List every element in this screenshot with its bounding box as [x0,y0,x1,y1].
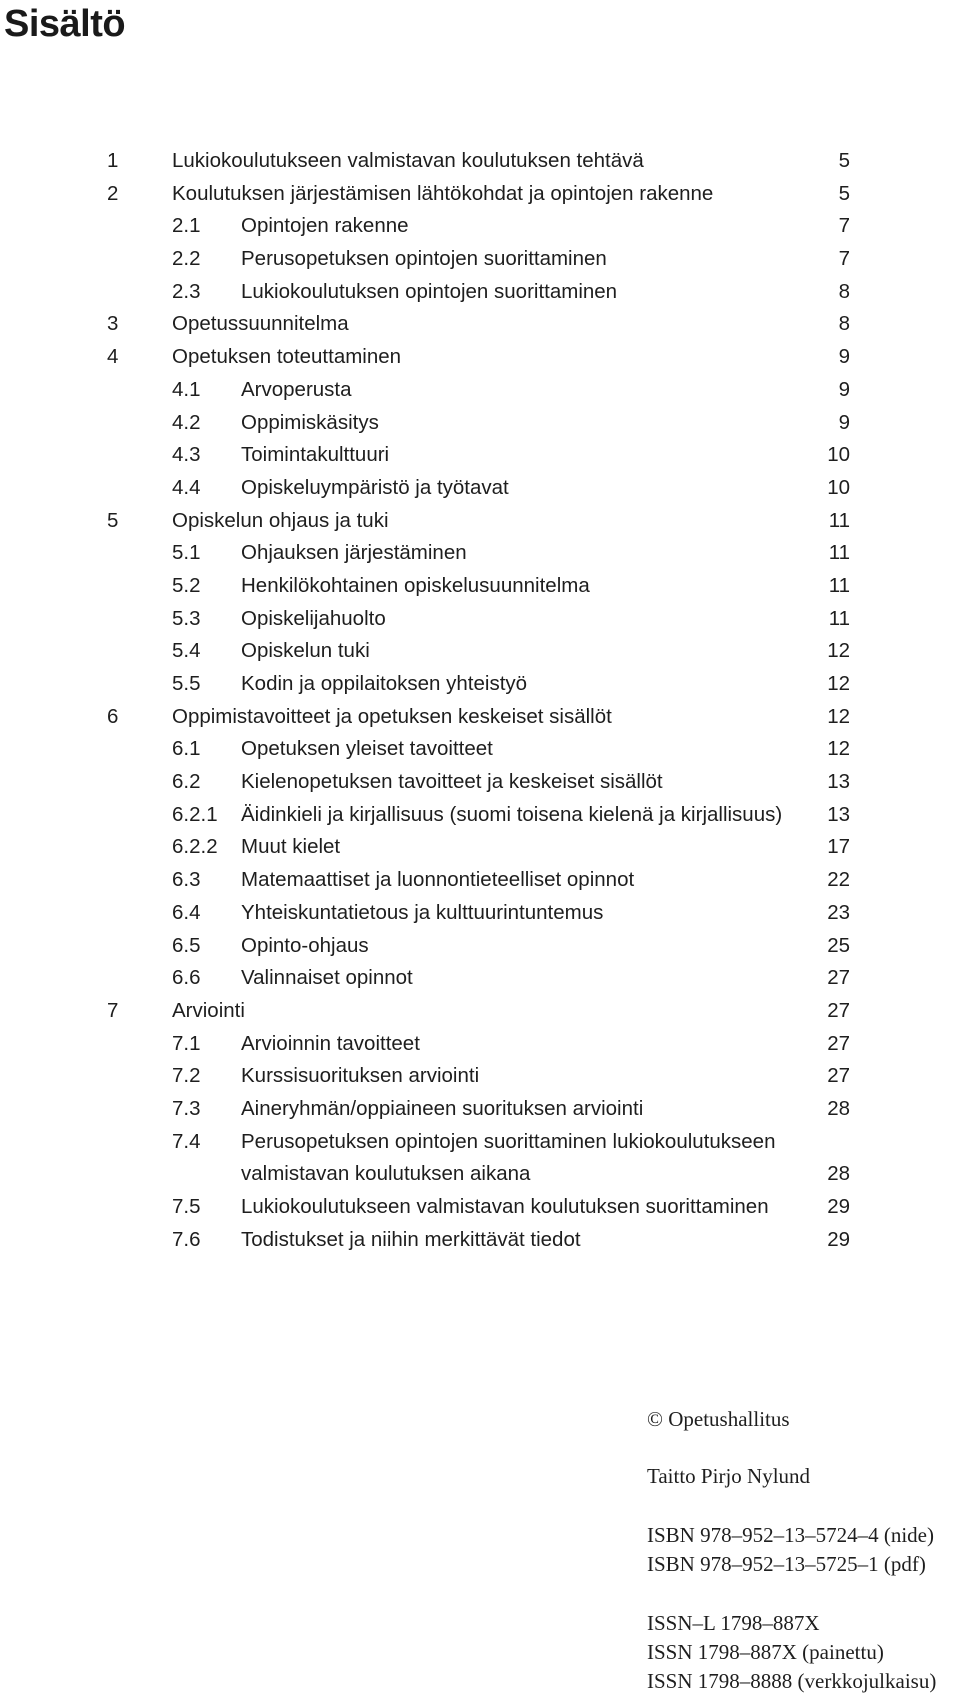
toc-entry[interactable] [0,897,960,930]
toc-entry-title-text: Opiskelun ohjaus ja tuki [172,508,389,532]
toc-entry-page: 12 [827,737,850,761]
toc-entry-title [172,995,772,1028]
toc-entry[interactable] [0,831,960,864]
toc-entry-title [241,897,811,930]
toc-entry-title-text: Koulutuksen järjestämisen lähtökohdat ja opintojen rakenne [172,181,714,205]
toc-entry-title-text: Opiskeluympäristö ja työtavat [241,475,509,499]
copyright-line: © Opetushallitus [647,1407,790,1431]
toc-entry[interactable] [0,1224,960,1257]
toc-entry-title-text: Opiskelijahuolto [241,606,386,630]
issn-print: ISSN 1798–887X (painettu) [647,1640,884,1664]
toc-entry-number: 7 [107,998,119,1022]
toc-entry-page: 5 [838,149,850,172]
toc-entry[interactable] [0,243,960,276]
toc-entry-number: 3 [107,312,119,336]
toc-entry[interactable] [0,407,960,440]
toc-entry-number: 6.3 [172,868,201,892]
toc-entry-page: 28 [827,1096,850,1120]
isbn-print: ISBN 978–952–13–5724–4 (nide) [647,1523,934,1547]
toc-entry[interactable] [0,570,960,603]
toc-entry-title-text: Aineryhmän/oppiaineen suorituksen arviointi [241,1096,644,1120]
toc-entry-title-text: Kodin ja oppilaitoksen yhteistyö [241,672,528,695]
isbn-pdf: ISBN 978–952–13–5725–1 (pdf) [647,1552,926,1576]
toc-entry-title-text: Perusopetuksen opintojen suorittaminen [241,247,607,271]
toc-entry-title [172,308,772,341]
toc-entry[interactable] [0,1126,960,1191]
issn-l: ISSN–L 1798–887X [647,1611,820,1635]
toc-entry[interactable] [0,178,960,211]
toc-entry-page: 11 [828,606,850,630]
toc-entry-page: 13 [827,802,850,826]
toc-entry-title [241,243,811,276]
toc-entry-title-text: Perusopetuksen opintojen suorittaminen lukiokoulutukseen [241,1129,776,1153]
toc-entry-number: 7.6 [172,1227,201,1251]
toc-entry-title-text: Lukiokoulutukseen valmistavan koulutuksen suorittaminen [241,1195,769,1219]
toc-entry-title-text: Matemaattiset ja luonnontieteelliset opinnot [241,868,635,892]
toc-entry-number: 6.2 [172,770,201,794]
toc-entry-title-text: Opetussuunnitelma [172,312,349,336]
toc-entry-page: 10 [827,475,850,499]
issn-online: ISSN 1798–8888 (verkkojulkaisu) [647,1669,937,1693]
toc-entry[interactable] [0,930,960,963]
toc-entry[interactable] [0,864,960,897]
toc-entry-title-text: Opintojen rakenne [241,214,409,238]
toc-entry-page: 27 [827,1064,850,1088]
toc-entry-number: 6.4 [172,900,201,924]
toc-entry[interactable] [0,439,960,472]
toc-entry-title-text: Arviointi [172,998,245,1022]
toc-entry-title [241,831,811,864]
toc-entry-page: 29 [827,1195,850,1219]
toc-entry-page: 27 [827,966,850,990]
toc-entry-page: 8 [838,279,850,303]
toc-entry-number: 5.2 [172,573,201,597]
layout-credit: Taitto Pirjo Nylund [647,1464,811,1488]
toc-entry-number: 4 [107,345,119,369]
toc-entry-title-text: Oppimistavoitteet ja opetuksen keskeiset sisällöt [172,704,612,728]
toc-entry-title [241,537,811,570]
toc-entry-number: 2.1 [172,214,201,238]
toc-entry-title [241,472,811,505]
toc-entry[interactable] [0,603,960,636]
toc-entry-title-text: Opetuksen toteuttaminen [172,345,402,369]
toc-entry-page: 9 [838,377,850,401]
toc-entry-title [241,635,811,668]
toc-entry-page: 10 [827,443,850,467]
toc-entry-title [241,1224,811,1257]
toc-entry-title [241,407,811,440]
toc-entry-title [241,733,811,766]
toc-entry[interactable] [0,1028,960,1061]
toc-entry-title [172,178,772,211]
toc-entry-title [172,701,772,734]
toc-entry[interactable] [0,374,960,407]
toc-entry-title [241,439,811,472]
toc-entry-title [172,341,772,374]
toc-entry-number: 4.4 [172,475,201,499]
toc-entry-title-text: Yhteiskuntatietous ja kulttuurintuntemus [241,900,604,924]
toc-entry-title-text: Kurssisuorituksen arviointi [241,1064,480,1088]
toc-entry-number: 1 [107,149,119,172]
toc-entry-page: 27 [827,998,850,1022]
toc-entry[interactable] [0,701,960,734]
toc-entry-page: 13 [827,770,850,794]
toc-entry-page: 29 [827,1227,850,1251]
toc-entry-page: 12 [827,672,850,695]
toc-entry[interactable] [0,145,960,178]
toc-entry-page: 12 [827,639,850,663]
toc-entry-number: 4.2 [172,410,201,434]
toc-entry-number: 5.5 [172,672,201,695]
toc-entry-title-text: Toimintakulttuuri [241,443,390,467]
toc-entry-page: 22 [827,868,850,892]
toc-entry[interactable] [0,733,960,766]
toc-entry[interactable] [0,308,960,341]
toc-entry[interactable] [0,1191,960,1224]
toc-entry-title [172,505,772,538]
toc-entry-title-text: Muut kielet [241,835,341,859]
toc-entry-title-text: Arvioinnin tavoitteet [241,1031,420,1055]
toc-entry-page: 17 [827,835,850,859]
toc-entry-number: 7.5 [172,1195,201,1219]
toc-entry[interactable] [0,276,960,309]
toc-entry-title-text: Ohjauksen järjestäminen [241,541,467,565]
toc-entry-number: 6 [107,704,119,728]
toc-entry-page: 9 [838,345,850,369]
toc-entry-title [241,603,811,636]
toc-entry-title-text: Oppimiskäsitys [241,410,379,434]
toc-entry-title-text: Opiskelun tuki [241,639,370,663]
toc-entry-number: 4.3 [172,443,201,467]
toc-entry[interactable] [0,341,960,374]
toc-entry[interactable] [0,668,960,701]
toc-entry-title-text: Lukiokoulutuksen opintojen suorittaminen [241,279,618,303]
toc-entry-page: 28 [827,1162,850,1186]
toc-entry-title [241,962,811,995]
toc-entry-number: 6.2.2 [172,835,218,859]
toc-entry-number: 6.5 [172,933,201,957]
toc-entry[interactable] [0,766,960,799]
toc-entry-number: 4.1 [172,377,201,401]
toc-entry-title [172,145,772,178]
toc-entry-page: 27 [827,1031,850,1055]
toc-entry-number: 5.4 [172,639,201,663]
toc-entry[interactable] [0,962,960,995]
toc-entry-page: 11 [828,541,850,565]
toc-entry-title [241,210,811,243]
toc-entry[interactable] [0,537,960,570]
toc-entry-title [241,668,811,701]
toc-entry-number: 7.1 [172,1031,201,1055]
toc-entry-title [241,374,811,407]
toc-entry-title-text: Todistukset ja niihin merkittävät tiedot [241,1227,581,1251]
toc-entry-page: 8 [838,312,850,336]
toc-entry[interactable] [0,995,960,1028]
toc-entry-number: 6.6 [172,966,201,990]
toc-entry-number: 2 [107,181,119,205]
imprint [647,1405,936,1696]
toc-entry[interactable] [0,1093,960,1126]
toc-entry-number: 6.2.1 [172,802,218,826]
toc-entry-number: 7.4 [172,1129,201,1153]
toc-entry[interactable] [0,505,960,538]
toc-entry[interactable] [0,472,960,505]
toc-entry-title [241,1028,811,1061]
toc-entry-number: 6.1 [172,737,201,761]
toc-entry-title-text: Kielenopetuksen tavoitteet ja keskeiset sisällöt [241,770,663,794]
toc-entry-number: 5.3 [172,606,201,630]
toc-entry-title-text: Lukiokoulutukseen valmistavan koulutuksen tehtävä [172,149,644,172]
toc-entry-title [241,1060,811,1093]
toc-entry-title-text: Opetuksen yleiset tavoitteet [241,737,493,761]
toc-entry-title [241,799,811,832]
toc-entry-page: 11 [828,573,850,597]
toc-entry-number: 5 [107,508,119,532]
toc-entry-number: 2.3 [172,279,201,303]
toc-entry-number: 7.3 [172,1096,201,1120]
toc-entry-title [241,930,811,963]
toc-entry[interactable] [0,635,960,668]
table-of-contents [0,145,960,1256]
toc-entry[interactable] [0,210,960,243]
toc-entry-title [241,864,811,897]
toc-entry[interactable] [0,1060,960,1093]
toc-entry-title [241,570,811,603]
toc-entry-page: 11 [828,508,850,532]
toc-entry-number: 5.1 [172,541,201,565]
toc-entry-title-text: Valinnaiset opinnot [241,966,413,990]
toc-entry[interactable] [0,799,960,832]
toc-entry-number: 2.2 [172,247,201,271]
toc-entry-title-text: Opinto-ohjaus [241,933,369,957]
toc-entry-title [241,276,811,309]
toc-entry-page: 5 [838,181,850,205]
toc-entry-page: 7 [838,214,850,238]
toc-entry-page: 9 [838,410,850,434]
toc-entry-page: 12 [827,704,850,728]
page-title: Sisältö [4,3,126,45]
toc-entry-title-text: Henkilökohtainen opiskelusuunnitelma [241,573,590,597]
toc-entry-page: 7 [838,247,850,271]
toc-entry-title [241,766,811,799]
toc-entry-title [241,1191,811,1224]
toc-entry-title [241,1126,811,1191]
toc-entry-page: 25 [827,933,850,957]
toc-entry-number: 7.2 [172,1064,201,1088]
toc-entry-title [241,1093,811,1126]
toc-entry-page: 23 [827,900,850,924]
toc-entry-title-continued: valmistavan koulutuksen aikana [241,1162,531,1186]
toc-entry-title-text: Arvoperusta [241,377,352,401]
toc-entry-title-text: Äidinkieli ja kirjallisuus (suomi toisena kielenä ja kirjallisuus) [241,802,783,826]
